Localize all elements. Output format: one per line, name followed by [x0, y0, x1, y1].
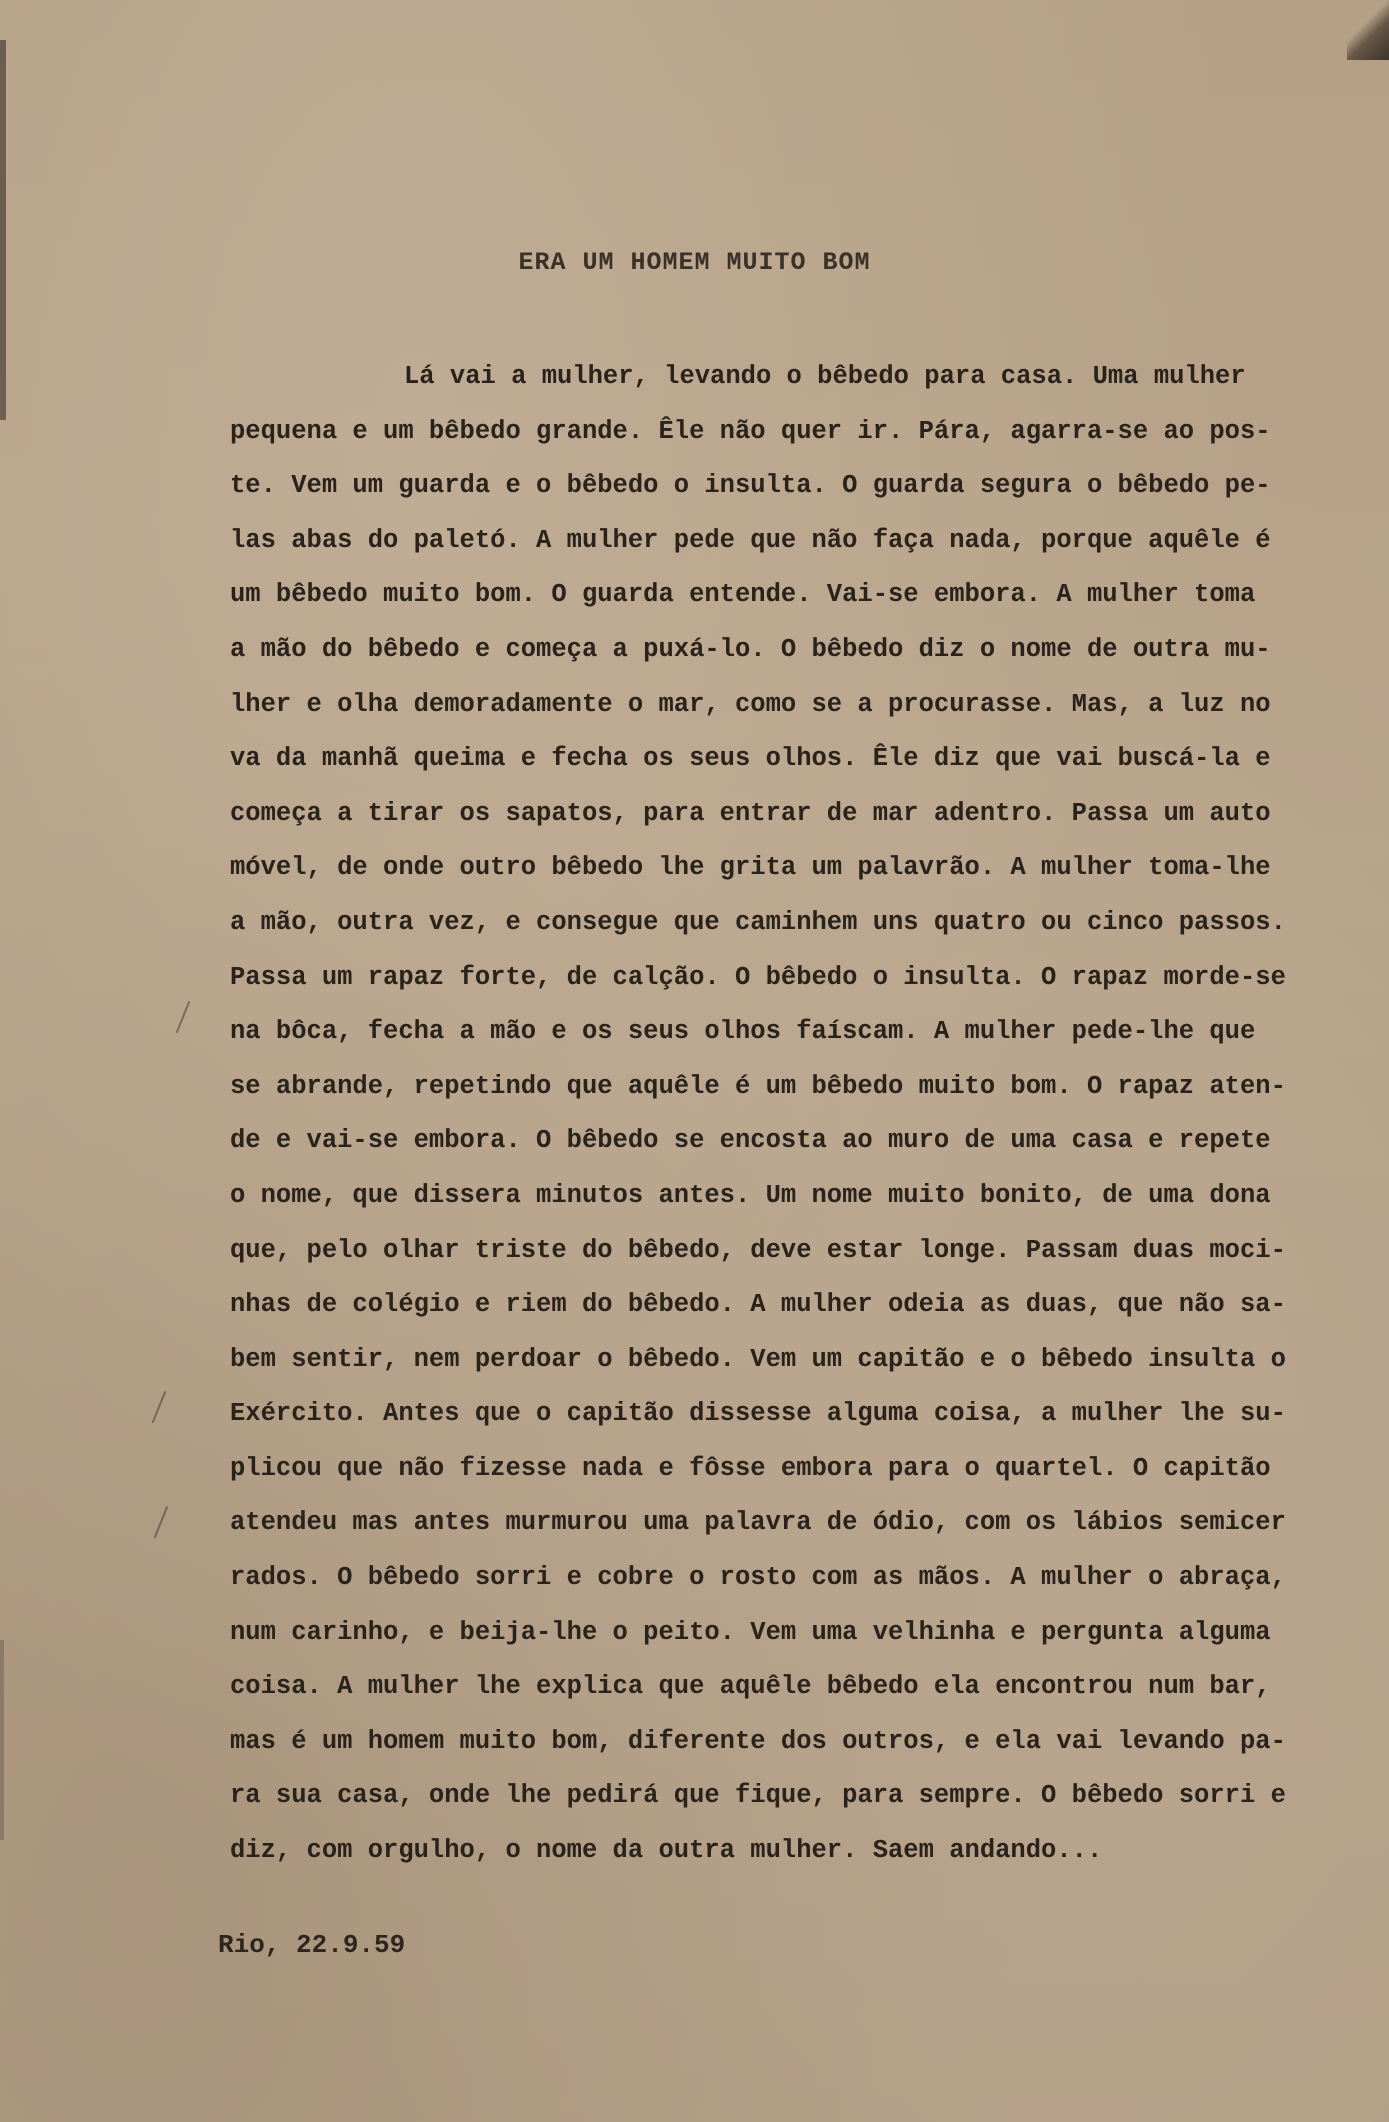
margin-pencil-mark	[176, 1001, 191, 1033]
text-line: nhas de colégio e riem do bêbedo. A mulher odeia as duas, que não sa-	[230, 1290, 1286, 1320]
scan-edge-shadow-lower	[0, 1640, 4, 1840]
text-line: te. Vem um guarda e o bêbedo o insulta. O guarda segura o bêbedo pe-	[230, 471, 1271, 501]
text-line: ra sua casa, onde lhe pedirá que fique, para sempre. O bêbedo sorri e	[230, 1781, 1286, 1811]
text-line: a mão, outra vez, e consegue que caminhem uns quatro ou cinco passos.	[230, 907, 1286, 937]
text-line: bem sentir, nem perdoar o bêbedo. Vem um capitão e o bêbedo insulta o	[230, 1344, 1286, 1374]
text-line: las abas do paletó. A mulher pede que não faça nada, porque aquêle é	[230, 525, 1271, 555]
text-line: va da manhã queima e fecha os seus olhos. Êle diz que vai buscá-la e	[230, 744, 1271, 774]
dateline: Rio, 22.9.59	[218, 1930, 406, 1960]
text-line: plicou que não fizesse nada e fôsse embora para o quartel. O capitão	[230, 1453, 1271, 1483]
text-line: na bôca, fecha a mão e os seus olhos faíscam. A mulher pede-lhe que	[230, 1017, 1256, 1047]
text-line: atendeu mas antes murmurou uma palavra de ódio, com os lábios semicer	[230, 1508, 1286, 1538]
text-line: pequena e um bêbedo grande. Êle não quer ir. Pára, agarra-se ao pos-	[230, 416, 1271, 446]
text-line: Passa um rapaz forte, de calção. O bêbedo o insulta. O rapaz morde-se	[230, 962, 1286, 992]
text-line: Exército. Antes que o capitão dissesse alguma coisa, a mulher lhe su-	[230, 1399, 1286, 1429]
text-line: começa a tirar os sapatos, para entrar de mar adentro. Passa um auto	[230, 798, 1271, 828]
text-line: Lá vai a mulher, levando o bêbedo para casa. Uma mulher	[404, 362, 1246, 391]
scan-edge-shadow	[0, 40, 6, 420]
text-line: num carinho, e beija-lhe o peito. Vem uma velhinha e pergunta alguma	[230, 1617, 1271, 1647]
text-line: o nome, que dissera minutos antes. Um nome muito bonito, de uma dona	[230, 1180, 1271, 1210]
page-corner-damage	[1347, 0, 1389, 60]
margin-pencil-mark	[154, 1506, 169, 1538]
text-line: se abrande, repetindo que aquêle é um bêbedo muito bom. O rapaz aten-	[230, 1071, 1286, 1101]
text-line: rados. O bêbedo sorri e cobre o rosto com as mãos. A mulher o abraça,	[230, 1563, 1286, 1593]
document-title: ERA UM HOMEM MUITO BOM	[518, 248, 871, 277]
text-line: a mão do bêbedo e começa a puxá-lo. O bêbedo diz o nome de outra mu-	[230, 634, 1271, 664]
text-line: mas é um homem muito bom, diferente dos outros, e ela vai levando pa-	[230, 1726, 1286, 1756]
text-line: um bêbedo muito bom. O guarda entende. Vai-se embora. A mulher toma	[230, 580, 1256, 610]
text-line: coisa. A mulher lhe explica que aquêle bêbedo ela encontrou num bar,	[230, 1672, 1271, 1702]
story-paragraph	[230, 350, 1389, 1879]
text-line: móvel, de onde outro bêbedo lhe grita um palavrão. A mulher toma-lhe	[230, 853, 1271, 883]
text-line: diz, com orgulho, o nome da outra mulher. Saem andando...	[230, 1836, 1103, 1866]
text-line: que, pelo olhar triste do bêbedo, deve estar longe. Passam duas moci-	[230, 1235, 1286, 1265]
margin-pencil-mark	[152, 1391, 167, 1423]
text-line: lher e olha demoradamente o mar, como se a procurasse. Mas, a luz no	[230, 689, 1271, 719]
text-line: de e vai-se embora. O bêbedo se encosta ao muro de uma casa e repete	[230, 1126, 1271, 1156]
